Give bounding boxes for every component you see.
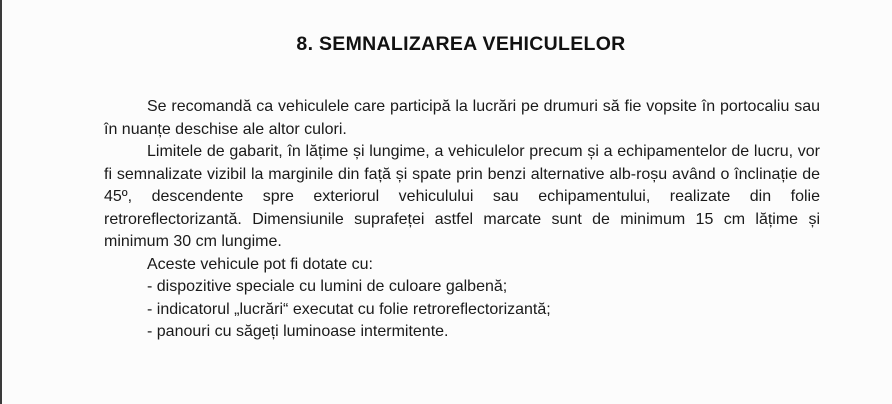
equipment-intro: Aceste vehicule pot fi dotate cu:: [147, 255, 373, 273]
list-item: - indicatorul „lucrări“ executat cu folie retroreflectorizantă;: [147, 300, 551, 318]
list-item: - panouri cu săgeți luminoase intermitente.: [147, 323, 449, 340]
page-edge-rule: [0, 0, 2, 404]
section-heading: 8. SEMNALIZAREA VEHICULELOR: [296, 33, 626, 55]
section-body: [104, 96, 820, 344]
paragraph-gauge-marking: Limitele de gabarit, în lățime și lungime, a vehiculelor precum și a echipamentelor de lucru, vor fi semnalizate vizibil la marginile din față și spate prin benzi alternative alb-roșu având o înclinație de 45º, descendente spre exteriorul vehiculului sau echipamentului, realizate din folie retroreflectorizantă. Dimensiunile suprafeței astfel marcate sunt de minimum 15 cm lățime și minimum 30 cm lungime.: [104, 143, 820, 250]
list-item: - dispozitive speciale cu lumini de culoare galbenă;: [147, 278, 508, 295]
paragraph-paint-recommendation: Se recomandă ca vehiculele care participă la lucrări pe drumuri să fie vopsite în portocaliu sau în nuanțe deschise ale altor culori.: [104, 98, 820, 138]
